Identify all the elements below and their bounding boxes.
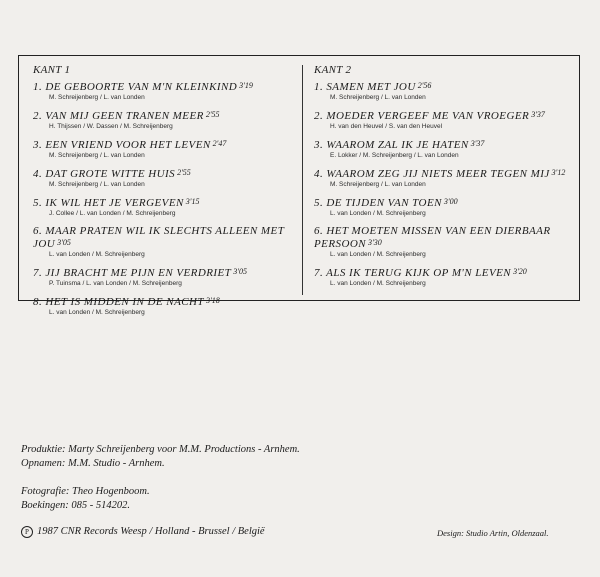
track-item bbox=[33, 196, 303, 218]
track-title bbox=[33, 266, 303, 279]
track-title-text: 1. SAMEN MET JOU bbox=[314, 81, 416, 93]
track-item bbox=[33, 138, 303, 160]
track-title-text: 6. MAAR PRATEN WIL IK SLECHTS ALLEEN MET JOU bbox=[33, 225, 285, 250]
track-duration: 2'55 bbox=[177, 168, 191, 177]
track-title bbox=[314, 109, 574, 122]
track-duration: 3'19 bbox=[239, 81, 253, 90]
track-duration: 3'05 bbox=[233, 267, 247, 276]
design-credit: Design: Studio Artin, Oldenzaal. bbox=[437, 528, 549, 538]
track-title-text: 2. VAN MIJ GEEN TRANEN MEER bbox=[33, 110, 204, 122]
track-title bbox=[33, 225, 303, 250]
track-duration: 2'56 bbox=[417, 81, 432, 90]
track-title-text: 3. WAAROM ZAL IK JE HATEN bbox=[314, 139, 469, 151]
side-a-column bbox=[33, 64, 303, 324]
track-title-text: 3. EEN VRIEND VOOR HET LEVEN bbox=[33, 139, 211, 151]
tracklist-box bbox=[18, 55, 580, 316]
track-duration: 3'15 bbox=[185, 197, 200, 206]
track-title bbox=[33, 80, 303, 93]
fotografie-line: Fotografie: Theo Hogenboom. bbox=[21, 486, 150, 497]
track-duration: 3'00 bbox=[443, 197, 458, 206]
boekingen-line: Boekingen: 085 - 514202. bbox=[21, 500, 131, 511]
track-title bbox=[33, 109, 303, 122]
track-item bbox=[314, 225, 574, 259]
track-title bbox=[314, 80, 574, 93]
track-credit: M. Schreijenberg / L. van Londen bbox=[49, 94, 145, 101]
track-title bbox=[314, 225, 574, 250]
track-title bbox=[33, 295, 303, 308]
copyright-line bbox=[21, 526, 265, 538]
track-duration: 3'05 bbox=[57, 238, 71, 247]
track-item bbox=[314, 80, 574, 102]
track-credit: H. Thijssen / W. Dassen / M. Schreijenberg bbox=[49, 123, 173, 130]
track-item bbox=[314, 167, 574, 189]
track-duration: 3'37 bbox=[531, 110, 545, 119]
track-item bbox=[33, 167, 303, 189]
produktie-line: Produktie: Marty Schreijenberg voor M.M. Productions - Arnhem. bbox=[21, 444, 300, 455]
track-duration: 3'12 bbox=[551, 168, 566, 177]
track-item bbox=[33, 80, 303, 102]
track-item bbox=[314, 266, 574, 288]
phonogram-icon: P bbox=[21, 526, 33, 538]
copyright-text: 1987 CNR Records Weesp / Holland - Brussel / België bbox=[37, 526, 265, 537]
track-item bbox=[314, 138, 574, 160]
track-title-text: 7. ALS IK TERUG KIJK OP M'N LEVEN bbox=[314, 267, 512, 279]
track-credit: M. Schreijenberg / L. van Londen bbox=[330, 94, 426, 101]
track-credit: L. van Londen / M. Schreijenberg bbox=[330, 210, 426, 217]
track-title-text: 7. JIJ BRACHT ME PIJN EN VERDRIET bbox=[33, 267, 232, 279]
track-title bbox=[314, 266, 574, 279]
track-credit: J. Collee / L. van Londen / M. Schreijenberg bbox=[49, 210, 176, 217]
track-credit: L. van Londen / M. Schreijenberg bbox=[330, 251, 426, 258]
track-duration: 2'55 bbox=[205, 110, 220, 119]
side-a-tracklist bbox=[33, 80, 303, 317]
track-title bbox=[314, 196, 574, 209]
track-credit: H. van den Heuvel / S. van den Heuvel bbox=[330, 123, 443, 130]
track-title bbox=[314, 167, 574, 180]
opnamen-line: Opnamen: M.M. Studio - Arnhem. bbox=[21, 458, 165, 469]
track-item bbox=[314, 109, 574, 131]
track-title-text: 6. HET MOETEN MISSEN VAN EEN DIERBAAR PERSOON bbox=[314, 225, 551, 250]
track-credit: E. Lokker / M. Schreijenberg / L. van Londen bbox=[330, 152, 459, 159]
track-duration: 3'37 bbox=[470, 139, 485, 148]
side-a-label: KANT 1 bbox=[33, 64, 71, 76]
track-credit: L. van Londen / M. Schreijenberg bbox=[330, 280, 426, 287]
track-duration: 3'30 bbox=[368, 238, 382, 247]
track-credit: M. Schreijenberg / L. van Londen bbox=[330, 181, 426, 188]
track-duration: 2'47 bbox=[212, 139, 227, 148]
track-title-text: 8. HET IS MIDDEN IN DE NACHT bbox=[33, 296, 204, 308]
track-credit: L. van Londen / M. Schreijenberg bbox=[49, 309, 145, 316]
track-item bbox=[33, 109, 303, 131]
track-title-text: 2. MOEDER VERGEEF ME VAN VROEGER bbox=[314, 110, 530, 122]
track-title bbox=[314, 138, 574, 151]
track-item bbox=[33, 225, 303, 259]
track-item bbox=[314, 196, 574, 218]
side-b-column bbox=[314, 64, 574, 295]
track-title bbox=[33, 138, 303, 151]
track-credit: L. van Londen / M. Schreijenberg bbox=[49, 251, 145, 258]
track-credit: P. Tuinsma / L. van Londen / M. Schreijenberg bbox=[49, 280, 182, 287]
track-title-text: 5. DE TIJDEN VAN TOEN bbox=[314, 197, 442, 209]
track-duration: 3'20 bbox=[513, 267, 527, 276]
side-b-tracklist bbox=[314, 80, 574, 288]
track-title bbox=[33, 167, 303, 180]
track-title-text: 4. DAT GROTE WITTE HUIS bbox=[33, 168, 176, 180]
track-item bbox=[33, 266, 303, 288]
track-title bbox=[33, 196, 303, 209]
track-duration: 3'18 bbox=[205, 296, 220, 305]
track-credit: M. Schreijenberg / L. van Londen bbox=[49, 152, 145, 159]
track-title-text: 4. WAAROM ZEG JIJ NIETS MEER TEGEN MIJ bbox=[314, 168, 550, 180]
track-item bbox=[33, 295, 303, 317]
side-b-label: KANT 2 bbox=[314, 64, 352, 76]
track-title-text: 1. DE GEBOORTE VAN M'N KLEINKIND bbox=[33, 81, 238, 93]
column-divider bbox=[302, 65, 303, 295]
track-title-text: 5. IK WIL HET JE VERGEVEN bbox=[33, 197, 184, 209]
production-credits bbox=[21, 443, 421, 513]
track-credit: M. Schreijenberg / L. van Londen bbox=[49, 181, 145, 188]
